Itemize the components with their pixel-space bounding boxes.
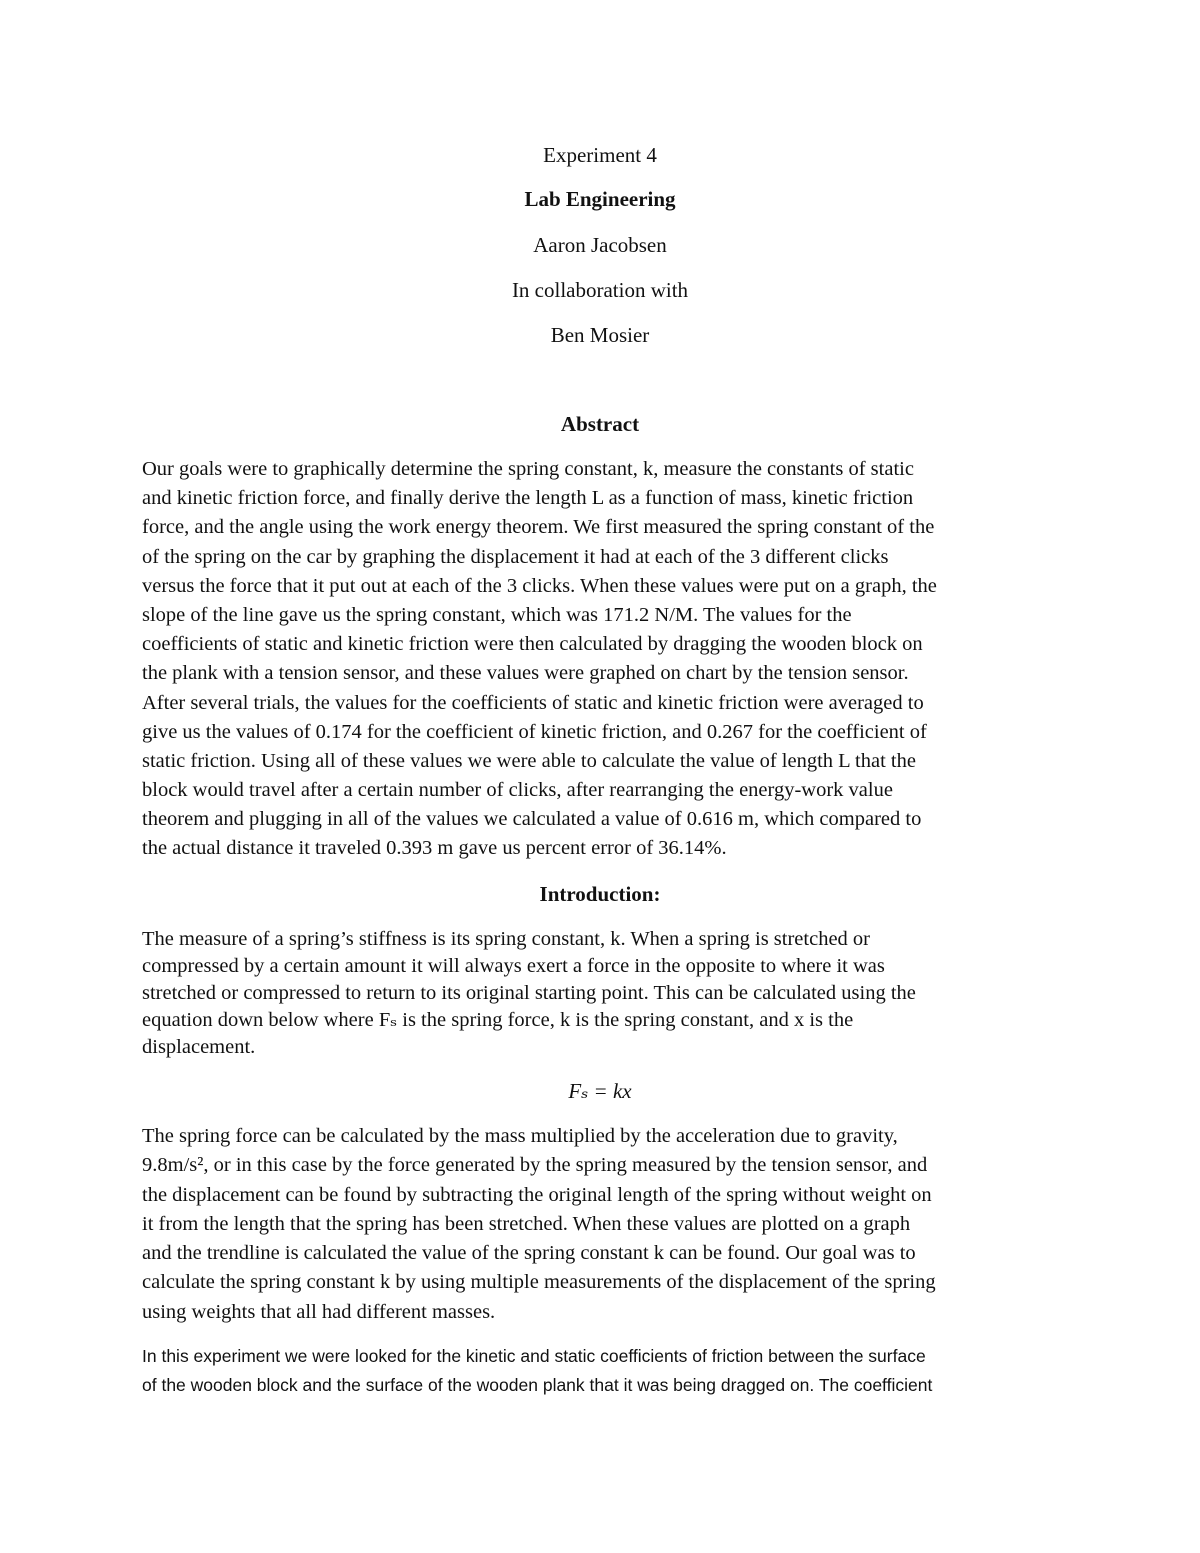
intro-line: of the wooden block and the surface of the wooden plank that it was being dragged on. The coefficient: [142, 1375, 933, 1395]
intro-line: The measure of a spring’s stiffness is its spring constant, k. When a spring is stretched or: [142, 928, 871, 950]
abstract-line: force, and the angle using the work energy theorem. We first measured the spring constant of the: [142, 516, 935, 539]
intro-line: In this experiment we were looked for the kinetic and static coefficients of friction between the surface: [142, 1346, 926, 1366]
intro-line: The spring force can be calculated by the mass multiplied by the acceleration due to gravity,: [142, 1125, 898, 1147]
intro-paragraph-2: [142, 1122, 1062, 1327]
abstract-line: After several trials, the values for the coefficients of static and kinetic friction were averaged to: [142, 691, 924, 714]
course-title: Lab Engineering: [524, 187, 676, 211]
introduction-heading: Introduction:: [539, 882, 661, 906]
intro-line: using weights that all had different masses.: [142, 1300, 496, 1323]
abstract-line: static friction. Using all of these values we were able to calculate the value of length L that the: [142, 749, 916, 772]
collaboration-label: In collaboration with: [511, 278, 689, 302]
abstract-paragraph: [142, 455, 1062, 864]
intro-paragraph-3: [142, 1342, 1062, 1400]
abstract-line: block would travel after a certain number of clicks, after rearranging the energy-work value: [142, 779, 893, 802]
intro-line: the displacement can be found by subtracting the original length of the spring without weight on: [142, 1183, 932, 1206]
spring-force-equation: Fₛ = kx: [568, 1079, 632, 1103]
abstract-line: theorem and plugging in all of the values we calculated a value of 0.616 m, which compared to: [142, 808, 922, 831]
abstract-line: slope of the line gave us the spring constant, which was 171.2 N/M. The values for the: [142, 603, 852, 626]
intro-line: calculate the spring constant k by using multiple measurements of the displacement of the spring: [142, 1271, 936, 1294]
intro-line: equation down below where Fₛ is the spring force, k is the spring constant, and x is the: [142, 1009, 854, 1031]
intro-line: and the trendline is calculated the value of the spring constant k can be found. Our goal was to: [142, 1242, 916, 1265]
abstract-heading: Abstract: [560, 412, 640, 436]
abstract-line: Our goals were to graphically determine the spring constant, k, measure the constants of static: [142, 458, 914, 480]
abstract-line: coefficients of static and kinetic friction were then calculated by dragging the wooden block on: [142, 633, 923, 656]
intro-line: stretched or compressed to return to its original starting point. This can be calculated using the: [142, 982, 916, 1004]
intro-line: 9.8m/s², or in this case by the force generated by the spring measured by the tension sensor, and: [142, 1154, 928, 1177]
abstract-line: the actual distance it traveled 0.393 m gave us percent error of 36.14%.: [142, 837, 727, 860]
intro-line: compressed by a certain amount it will always exert a force in the opposite to where it was: [142, 955, 885, 977]
author-name: Aaron Jacobsen: [533, 233, 667, 257]
intro-paragraph-1: [142, 926, 1062, 1061]
abstract-line: of the spring on the car by graphing the displacement it had at each of the 3 different clicks: [142, 545, 889, 568]
abstract-line: versus the force that it put out at each of the 3 clicks. When these values were put on a graph, the: [142, 574, 937, 597]
intro-line: it from the length that the spring has been stretched. When these values are plotted on a graph: [142, 1212, 911, 1235]
collaborator-name: Ben Mosier: [550, 323, 650, 347]
intro-line: displacement.: [142, 1036, 256, 1058]
abstract-line: give us the values of 0.174 for the coefficient of kinetic friction, and 0.267 for the coefficient of: [142, 720, 927, 743]
abstract-line: the plank with a tension sensor, and these values were graphed on chart by the tension sensor.: [142, 662, 909, 685]
experiment-number: Experiment 4: [543, 143, 657, 167]
abstract-line: and kinetic friction force, and finally derive the length L as a function of mass, kinetic friction: [142, 487, 914, 510]
